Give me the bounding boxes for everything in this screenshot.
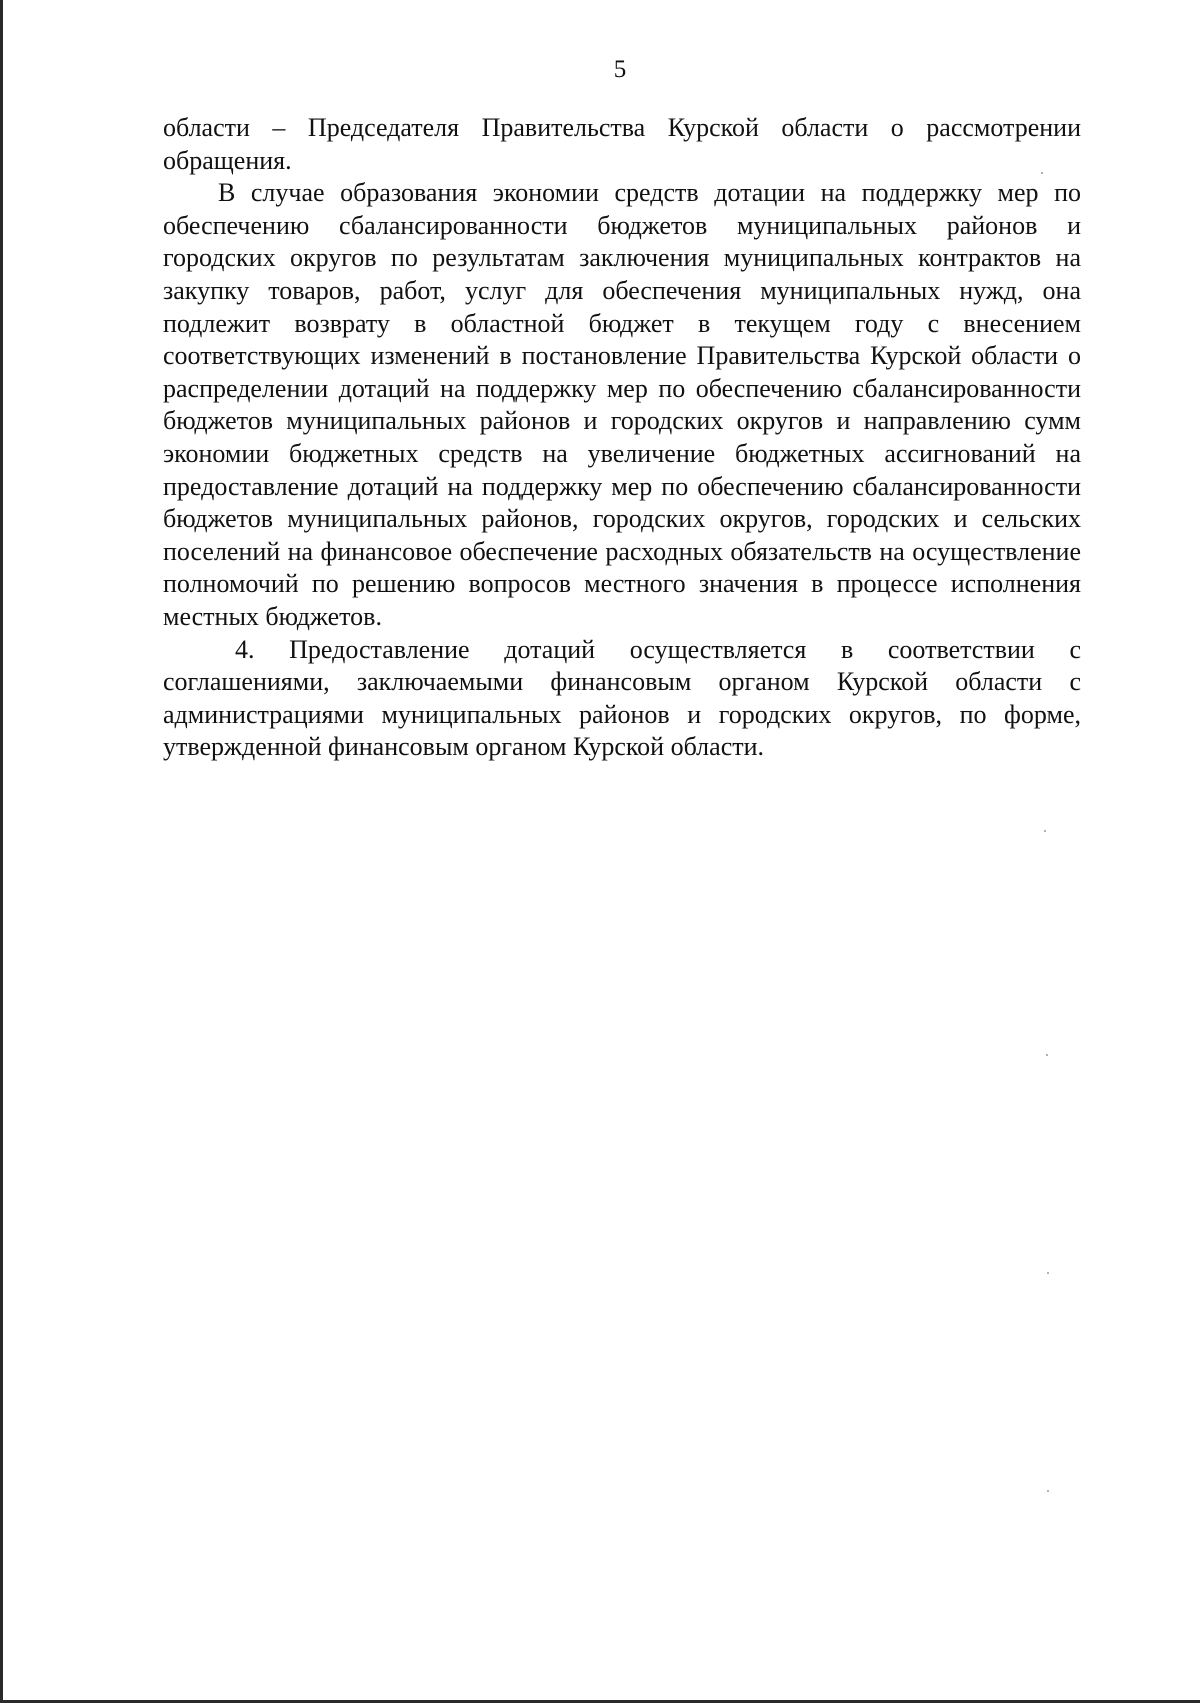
paragraph-savings: В случае образования экономии средств дотации на поддержку мер по обеспечению сбалансированности бюджетов муниципальных районов и городских округов по результатам заключения муниципальных контрактов на закупку товаров, работ, услуг для обеспечения муниципальных нужд, она подлежит возврату в областной бюджет в текущем году с внесением соответствующих изменений в постановление Правительства Курской области о распределении дотаций на поддержку мер по обеспечению сбалансированности бюджетов муниципальных районов и городских округов и направлению сумм экономии бюджетных средств на увеличение бюджетных ассигнований на предоставление дотаций на поддержку мер по обеспечению сбалансированности бюджетов муниципальных районов, городских округов, городских и сельских поселений на финансовое обеспечение расходных обязательств на осуществление полномочий по решению вопросов местного значения в процессе исполнения местных бюджетов. bbox=[163, 178, 1081, 631]
document-body bbox=[163, 112, 1081, 764]
scan-speck bbox=[1041, 172, 1043, 174]
paragraph-item-4: 4. Предоставление дотаций осуществляется в соответствии с соглашениями, заключаемыми финансовым органом Курской области с администрациями муниципальных районов и городских округов, по форме, утвержденной финансовым органом Курской области. bbox=[163, 634, 1081, 762]
scan-speck bbox=[1047, 1490, 1049, 1492]
scan-speck bbox=[1046, 1054, 1048, 1056]
scan-speck bbox=[1047, 1272, 1049, 1274]
page-number: 5 bbox=[613, 56, 627, 83]
scan-speck bbox=[1044, 830, 1046, 832]
scan-border-left bbox=[0, 0, 3, 1703]
paragraph-continuation: области – Председателя Правительства Курской области о рассмотрении обращения. bbox=[163, 113, 1081, 175]
